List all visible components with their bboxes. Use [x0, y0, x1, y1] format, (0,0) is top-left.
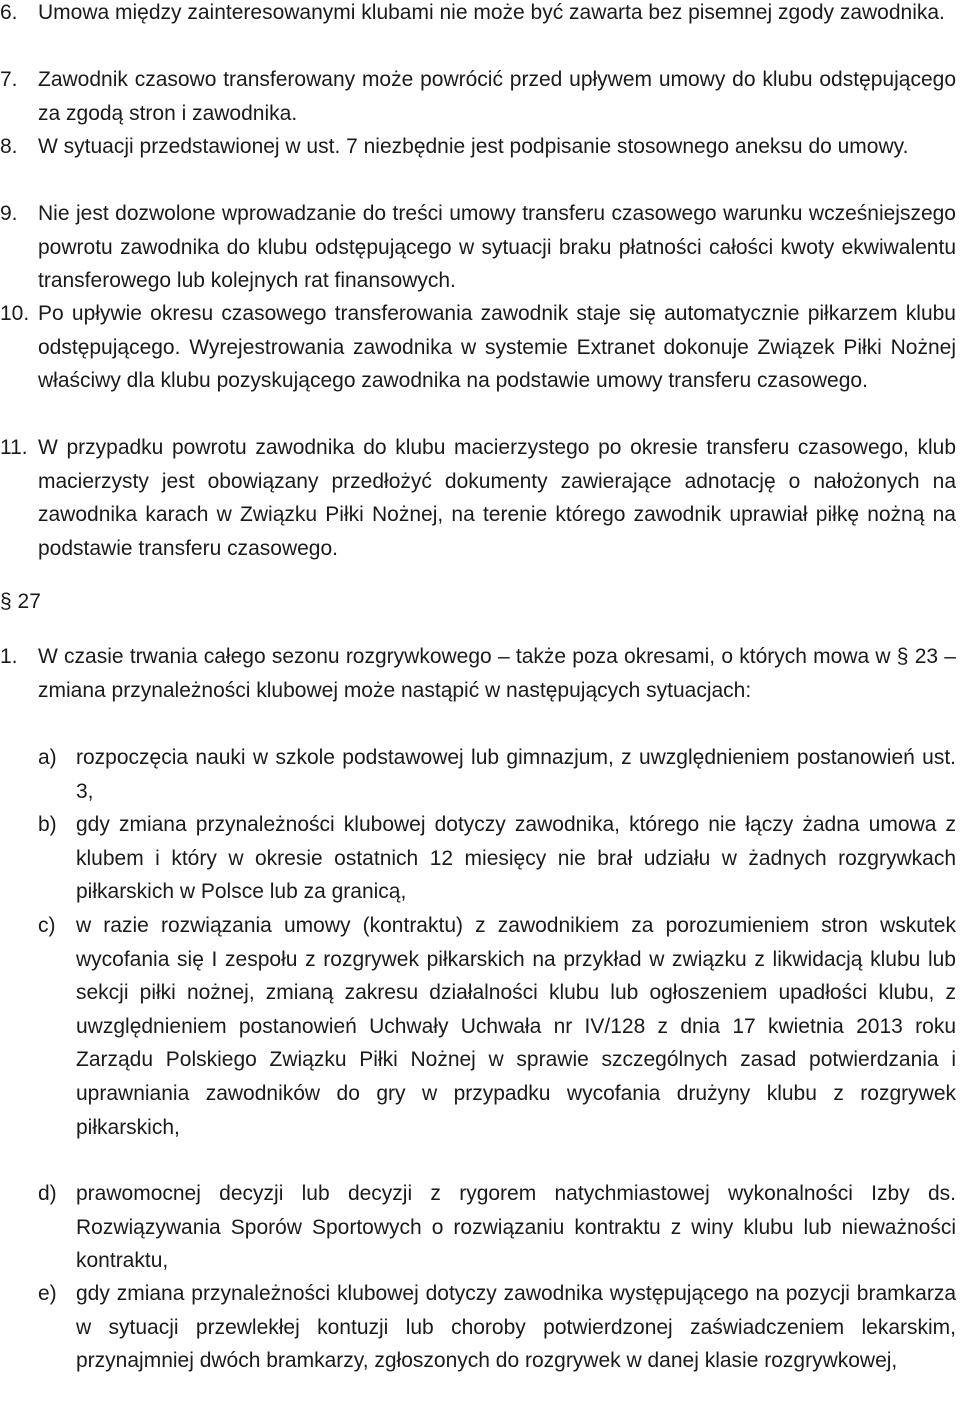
item-number: 9. [0, 202, 18, 225]
item-text: Nie jest dozwolone wprowadzanie do treści umowy transferu czasowego warunku wcześniejszego powrotu zawodnika do klubu odstępującego w sytuacji braku płatności całości kwoty ekwiwalentu transferowego lub kolejnych rat finansowych. [38, 202, 956, 293]
subitem-letter: b) [38, 813, 57, 836]
subitem-letter: e) [38, 1282, 57, 1305]
item-text: W czasie trwania całego sezonu rozgrywkowego – także poza okresami, o których mowa w § 23 – zmiana przynależności klubowej może nastąpić w następujących sytuacjach: [38, 645, 956, 702]
item-text: Po upływie okresu czasowego transferowania zawodnik staje się automatycznie piłkarzem klubu odstępującego. Wyrejestrowania zawodnika w systemie Extranet dokonuje Związek Piłki Nożnej właściwy dla klubu pozyskującego zawodnika na podstawie umowy transferu czasowego. [38, 302, 956, 393]
item-text: Umowa między zainteresowanymi klubami nie może być zawarta bez pisemnej zgody zawodnika. [38, 1, 945, 24]
item-number: 1. [0, 645, 18, 668]
item-text: Zawodnik czasowo transferowany może powrócić przed upływem umowy do klubu odstępującego za zgodą stron i zawodnika. [38, 68, 956, 125]
subitem-letter: c) [38, 914, 56, 937]
item-number: 6. [0, 1, 18, 24]
subitem-text: rozpoczęcia nauki w szkole podstawowej lub gimnazjum, z uwzględnieniem postanowień ust. 3, [76, 746, 956, 803]
subitem-text: gdy zmiana przynależności klubowej dotyczy zawodnika, którego nie łączy żadna umowa z klubem i który w okresie ostatnich 12 miesięcy nie brał udziału w żadnych rozgrywkach piłkarskich w Polsce lub za granicą, [76, 813, 956, 904]
item-number: 7. [0, 68, 18, 91]
item-number: 10. [0, 302, 30, 325]
subitem-text: prawomocnej decyzji lub decyzji z rygorem natychmiastowej wykonalności Izby ds. Rozwiązywania Sporów Sportowych o rozwiązaniu kontraktu z winy klubu lub nieważności kontraktu, [76, 1182, 956, 1273]
item-text: W przypadku powrotu zawodnika do klubu macierzystego po okresie transferu czasowego, klub macierzysty jest obowiązany przedłożyć dokumenty zawierające adnotację o nałożonych na zawodnika karach w Związku Piłki Nożnej, na terenie którego zawodnik uprawiał piłkę nożną na podstawie transferu czasowego. [38, 436, 956, 560]
item-text: W sytuacji przedstawionej w ust. 7 niezbędnie jest podpisanie stosownego aneksu do umowy. [38, 135, 909, 158]
section-heading: § 27 [0, 590, 41, 613]
subitem-letter: d) [38, 1182, 57, 1205]
item-number: 8. [0, 135, 18, 158]
subitem-letter: a) [38, 746, 57, 769]
subitem-text: w razie rozwiązania umowy (kontraktu) z zawodnikiem za porozumieniem stron wskutek wycofania się I zespołu z rozgrywek piłkarskich na przykład w związku z likwidacją klubu lub sekcji piłki nożnej, zmianą zakresu działalności klubu lub ogłoszeniem upadłości klubu, z uwzględnieniem postanowień Uchwały Uchwała nr IV/128 z dnia 17 kwietnia 2013 roku Zarządu Polskiego Związku Piłki Nożnej w sprawie szczególnych zasad potwierdzania i uprawniania zawodników do gry w przypadku wycofania drużyny klubu z rozgrywek piłkarskich, [76, 914, 956, 1139]
item-number: 11. [0, 436, 28, 459]
subitem-text: gdy zmiana przynależności klubowej dotyczy zawodnika występującego na pozycji bramkarza w sytuacji przewlekłej kontuzji lub choroby potwierdzonej zaświadczeniem lekarskim, przynajmniej dwóch bramkarzy, zgłoszonych do rozgrywek w danej klasie rozgrywkowej, [76, 1282, 956, 1373]
